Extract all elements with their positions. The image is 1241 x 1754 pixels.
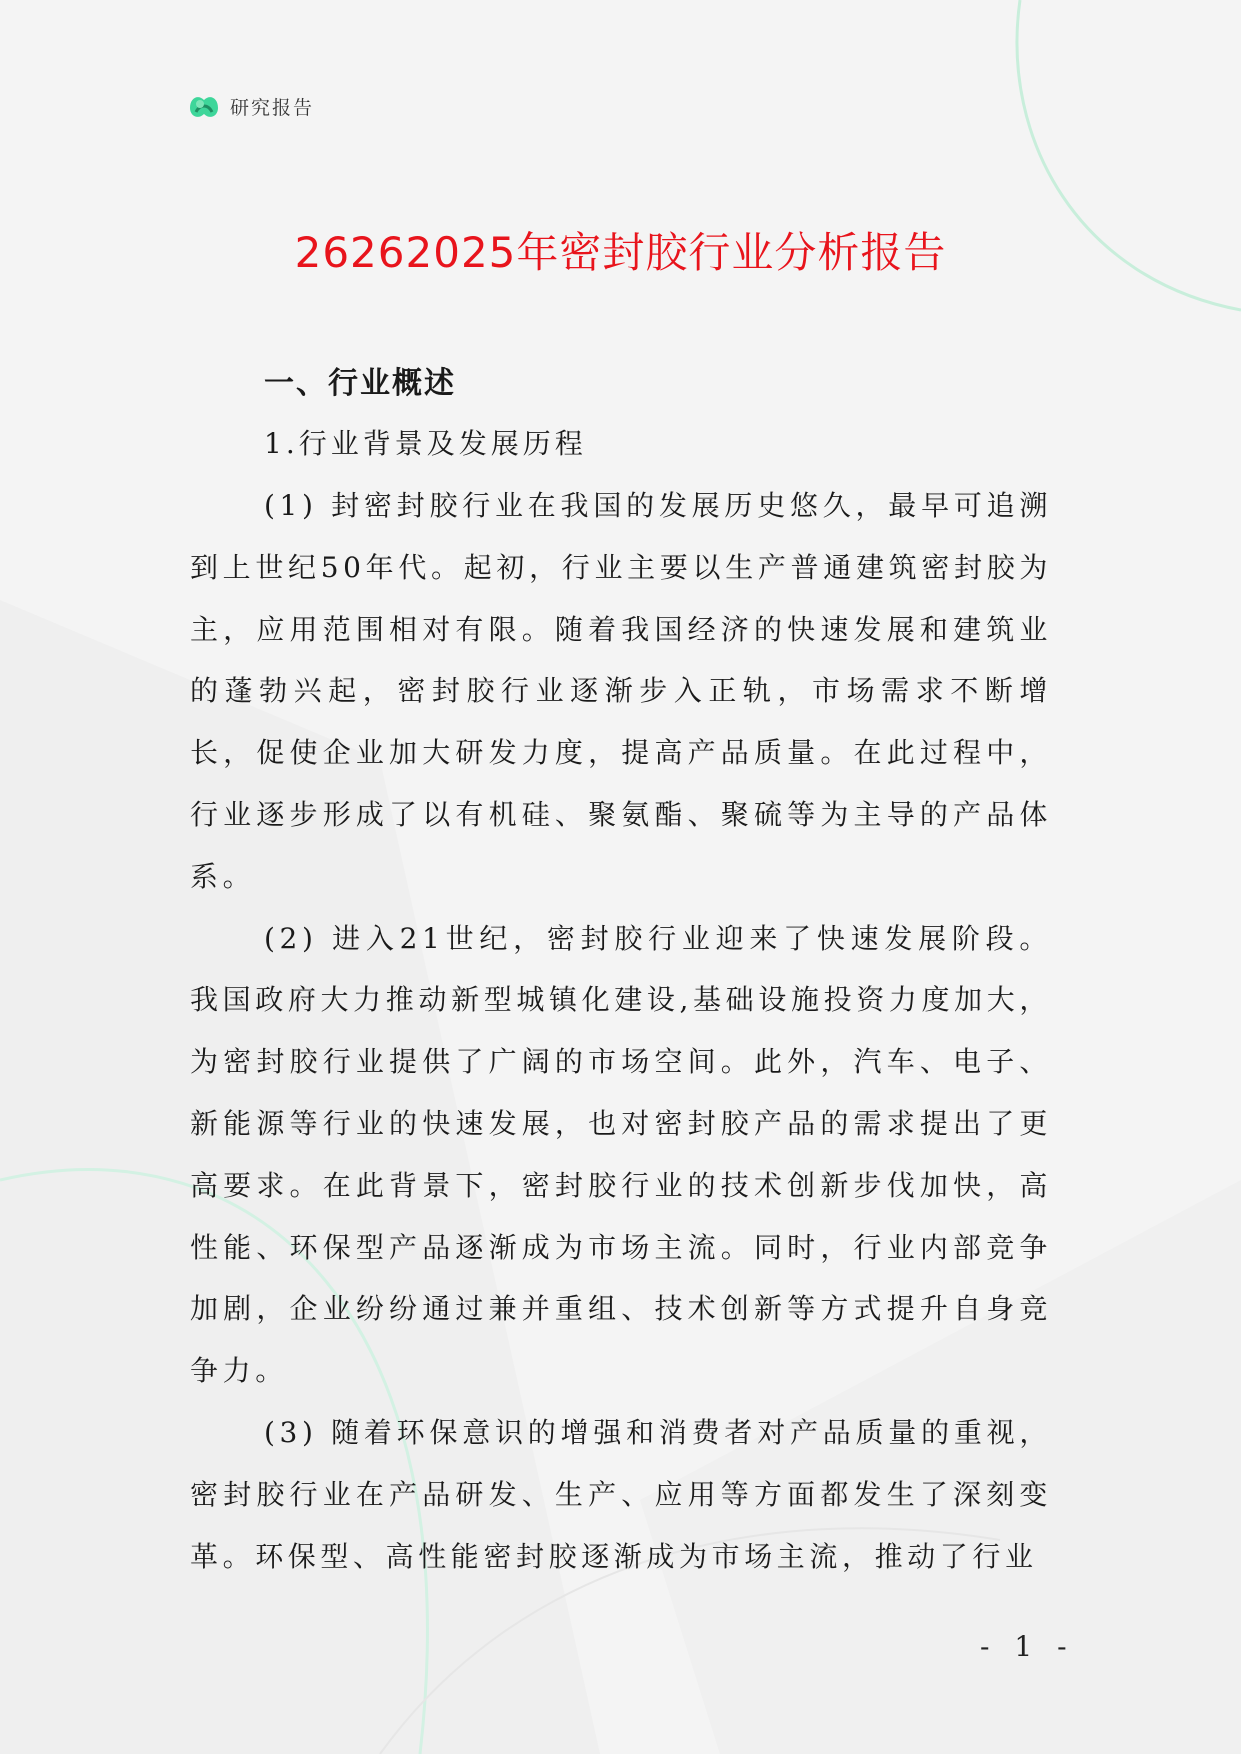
header-brand <box>186 88 314 124</box>
header-brand-label: 研究报告 <box>230 96 315 119</box>
section-heading: 一、行业概述 <box>264 366 456 401</box>
document-title: 26262025年密封胶行业分析报告 <box>294 228 947 277</box>
paragraph-3: (3) 随着环保意识的增强和消费者对产品质量的重视，密封胶行业在产品研发、生产、应用等方面都发生了深刻变革。环保型、高性能密封胶逐渐成为市场主流，推动了行业 <box>190 1415 1052 1573</box>
subsection-heading: 1.行业背景及发展历程 <box>264 427 587 460</box>
brand-leaf-logo-icon <box>186 88 222 124</box>
page-number: - 1 - <box>980 1630 1075 1663</box>
paragraph-1: (1) 封密封胶行业在我国的发展历史悠久，最早可追溯到上世纪50年代。起初，行业主要以生产普通建筑密封胶为主，应用范围相对有限。随着我国经济的快速发展和建筑业的蓬勃兴起，密封胶行业逐渐步入正轨，市场需求不断增长，促使企业加大研发力度，提高产品质量。在此过程中，行业逐步形成了以有机硅、聚氨酯、聚硫等为主导的产品体系。 <box>190 489 1052 893</box>
paragraph-2: (2) 进入21世纪，密封胶行业迎来了快速发展阶段。我国政府大力推动新型城镇化建设,基础设施投资力度加大，为密封胶行业提供了广阔的市场空间。此外，汽车、电子、新能源等行业的快速发展，也对密封胶产品的需求提出了更高要求。在此背景下，密封胶行业的技术创新步伐加快，高性能、环保型产品逐渐成为市场主流。同时，行业内部竞争加剧，企业纷纷通过兼并重组、技术创新等方式提升自身竞争力。 <box>190 921 1052 1388</box>
document-body <box>190 355 1052 1587</box>
